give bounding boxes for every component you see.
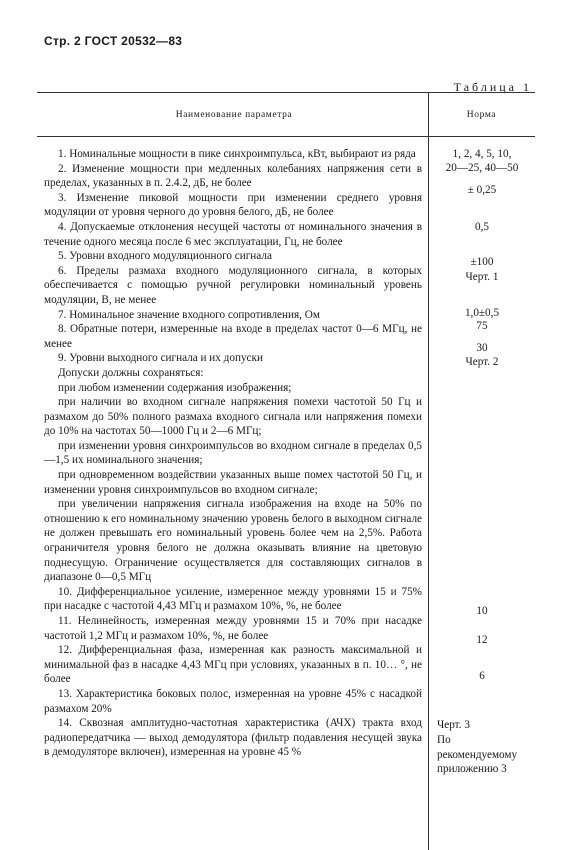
norm-value: Черт. 1 <box>465 271 499 283</box>
norm-value: 75 <box>476 320 488 332</box>
norm-value: 12 <box>476 634 488 646</box>
norm-value: Черт. 2 <box>465 356 499 368</box>
column-divider <box>428 92 429 850</box>
table-row: при одновременном воздействии указанных выше помех частотой 50 Гц, и изменении уровня синхроимпульсов во входном сигнале; <box>44 469 422 496</box>
norm-value: ± 0,25 <box>467 184 497 196</box>
norm-value: Черт. 3 <box>437 719 470 731</box>
table-row: 6. Пределы размаха входного модуляционного сигнала, в которых обеспечивается с помощью ручной регулировки номинальный уровень модуляции, В, не менее <box>44 264 422 306</box>
table-row: Допуски должны сохраняться: <box>58 366 204 379</box>
norm-value: 1, 2, 4, 5, 10, <box>452 148 512 160</box>
norm-value: 6 <box>479 670 485 682</box>
table-row: 14. Сквозная амплитудно-частотная характеристика (АЧХ) тракта вход радиопередатчика — выход демодулятора (фильтр подавления несущей звука в демодуляторе включен), измеренная на уровне 45 % <box>44 717 422 759</box>
table-row: 7. Номинальное значение входного сопротивления, Ом <box>58 308 320 321</box>
norm-value: 10 <box>476 605 488 617</box>
table-row: 4. Допускаемые отклонения несущей частоты от номинального значения в течение одного месяца после 6 мес эксплуатации, Гц, не более <box>44 220 422 248</box>
column-header-param: Наименование параметра <box>175 110 293 120</box>
column-header-norm: Норма <box>466 110 497 120</box>
table-row: при наличии во входном сигнале напряжения помехи частотой 50 Гц и размахом до 50% полного размаха входного сигнала или напряжения помехи до 10% на частотах 50—1000 Гц и 2—6 МГц; <box>44 396 422 438</box>
table-row: 9. Уровни выходного сигнала и их допуски <box>58 352 263 365</box>
norm-value: ±100 <box>470 256 494 268</box>
table-row: 3. Изменение пиковой мощности при изменении среднего уровня модуляции от уровня черного до уровня белого, дБ, не более <box>44 191 422 219</box>
norm-value: 1,0±0,5 <box>464 307 500 319</box>
norm-value: 30 <box>476 342 488 354</box>
table-row: при увеличении напряжения сигнала изображения на входе на 50% по отношению к его номинальному значению уровень белого в выходном сигнале не должен превышать его номинальный уровень более чем на 2,5%. Работа ограничителя уровня белого не должна оказывать влияние на цветовую поднесущую. Ограничение осуществляется для составляющих сигналов в диапазоне 0—0,5 МГц <box>44 498 422 584</box>
table-row: 1. Номинальные мощности в пике синхроимпульса, кВт, выбирают из ряда <box>58 148 416 160</box>
norm-value: По рекомендуемому приложению 3 <box>437 734 518 776</box>
table-row: 2. Изменение мощности при медленных колебаниях напряжения сети в пределах, указанных в п. 2.4.2, дБ, не более <box>44 162 422 190</box>
table-label: Таблица 1 <box>453 80 532 94</box>
table-row: при любом изменении содержания изображения; <box>58 381 292 394</box>
table-row: 10. Дифференциальное усиление, измеренное между уровнями 15 и 75% при насадке с частотой 4,43 МГц и размахом 10%, %, не более <box>44 585 422 613</box>
table-row: 12. Дифференциальная фаза, измеренная как разность максимальной и минимальной фаз в насадке 4,43 МГц при условиях, указанных в п. 10… °, не более <box>44 644 422 686</box>
table-row: 13. Характеристика боковых полос, измеренная на уровне 45% с насадкой размахом 20% <box>44 687 422 715</box>
table-top-rule <box>37 92 535 93</box>
table-row: 5. Уровни входного модуляционного сигнала <box>58 250 272 263</box>
table-row: 8. Обратные потери, измеренные на входе в пределах частот 0—6 МГц, не менее <box>44 323 422 350</box>
table-header-rule <box>37 136 535 137</box>
table-row: при изменении уровня синхроимпульсов во входном сигнале в пределах 0,5—1,5 их номинального значения; <box>44 439 422 467</box>
norm-value: 0,5 <box>475 221 489 233</box>
page-header: Стр. 2 ГОСТ 20532—83 <box>44 34 183 48</box>
parameter-column <box>44 147 422 760</box>
table-row: 11. Нелинейность, измеренная между уровнями 15 и 70% при насадке частотой 1,2 МГц и размахом 10%, %, не более <box>44 615 422 642</box>
norm-value: 20—25, 40—50 <box>445 162 519 174</box>
